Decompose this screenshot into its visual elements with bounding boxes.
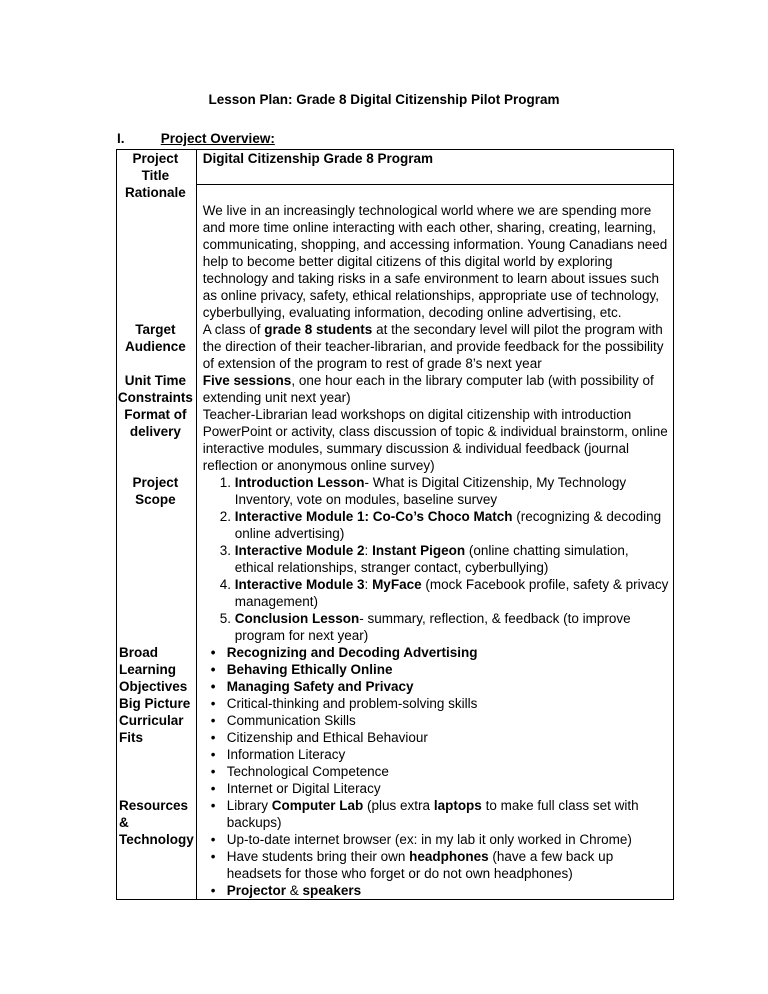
list-item: • Citizenship and Ethical Behaviour (227, 729, 669, 746)
table-row (117, 150, 674, 185)
row-value: Digital Citizenship Grade 8 Program (196, 150, 673, 185)
row-value: Teacher-Librarian lead workshops on digital citizenship with introduction PowerPoint or activity, class discussion of topic & individual brainstorm, online interactive modules, summary discussion & individual feedback (journal reflection or anonymous online survey) (202, 406, 668, 473)
table-row (117, 406, 674, 474)
table-row (117, 797, 674, 900)
row-label: Format of delivery (117, 406, 197, 474)
list-item: 1. Introduction Lesson- What is Digital Citizenship, My Technology Inventory, vote on modules, baseline survey (235, 474, 669, 508)
list-item: 2. Interactive Module 1: Co-Co’s Choco Match (recognizing & decoding online advertising) (235, 508, 669, 542)
row-value: We live in an increasingly technological world where we are spending more and more time online interacting with each other, sharing, creating, learning, communicating, shopping, and accessing information. Young Canadians need help to become better digital citizens of this digital world by exploring technology and taking risks in a safe environment to learn about issues such as online privacy, safety, ethical relationships, appropriate use of technology, cyberbullying, evaluating information, decoding online advertising, etc. (202, 202, 668, 320)
document-title: Lesson Plan: Grade 8 Digital Citizenship Pilot Program (208, 92, 560, 107)
row-label: Project Title (117, 150, 197, 185)
table-row (117, 695, 674, 797)
row-label: Target Audience (117, 321, 197, 372)
list-item: • Information Literacy (227, 746, 669, 763)
row-label: Big Picture Curricular Fits (117, 695, 197, 797)
objectives-list (203, 644, 669, 695)
table-row (117, 321, 674, 372)
row-value (196, 644, 673, 695)
list-item: 3. Interactive Module 2: Instant Pigeon (online chatting simulation, ethical relationships, stranger contact, cyberbullying) (235, 542, 669, 576)
curricular-list (203, 695, 669, 797)
row-label: Resources & Technology (117, 797, 197, 900)
row-label: Broad Learning Objectives (117, 644, 197, 695)
row-value (196, 797, 673, 900)
project-overview-table (116, 149, 674, 900)
section-number: I. (117, 131, 125, 146)
row-label: Project Scope (117, 474, 197, 644)
row-value: Five sessions, one hour each in the library computer lab (with possibility of extending unit next year) (202, 372, 654, 405)
section-label: Project Overview: (160, 131, 275, 146)
table-row (117, 644, 674, 695)
resources-list (203, 797, 669, 899)
list-item: • Communication Skills (227, 712, 669, 729)
list-item: • Library Computer Lab (plus extra laptops to make full class set with backups) (227, 797, 669, 831)
section-heading (117, 131, 275, 146)
list-item: 5. Conclusion Lesson- summary, reflection, & feedback (to improve program for next year) (235, 610, 669, 644)
list-item: • Internet or Digital Literacy (227, 780, 669, 797)
table-row (117, 474, 674, 644)
list-item: • Technological Competence (227, 763, 669, 780)
list-item: • Managing Safety and Privacy (227, 678, 669, 695)
list-item: 4. Interactive Module 3: MyFace (mock Facebook profile, safety & privacy management) (235, 576, 669, 610)
table-row (117, 372, 674, 406)
scope-list (203, 474, 669, 644)
row-label: Unit Time Constraints (117, 372, 197, 406)
list-item: • Critical-thinking and problem-solving skills (227, 695, 669, 712)
list-item: • Up-to-date internet browser (ex: in my lab it only worked in Chrome) (227, 831, 669, 848)
list-item: • Behaving Ethically Online (227, 661, 669, 678)
list-item: • Recognizing and Decoding Advertising (227, 644, 669, 661)
row-value (196, 474, 673, 644)
list-item: • Have students bring their own headphones (have a few back up headsets for those who forget or do not own headphones) (227, 848, 669, 882)
row-label: Rationale (117, 184, 197, 321)
table-row (117, 184, 674, 321)
row-value (196, 695, 673, 797)
list-item: • Projector & speakers (227, 882, 669, 899)
row-value: A class of grade 8 students at the secondary level will pilot the program with the direction of their teacher-librarian, and provide feedback for the possibility of extension of the program to rest of grade 8’s next year (202, 321, 664, 371)
